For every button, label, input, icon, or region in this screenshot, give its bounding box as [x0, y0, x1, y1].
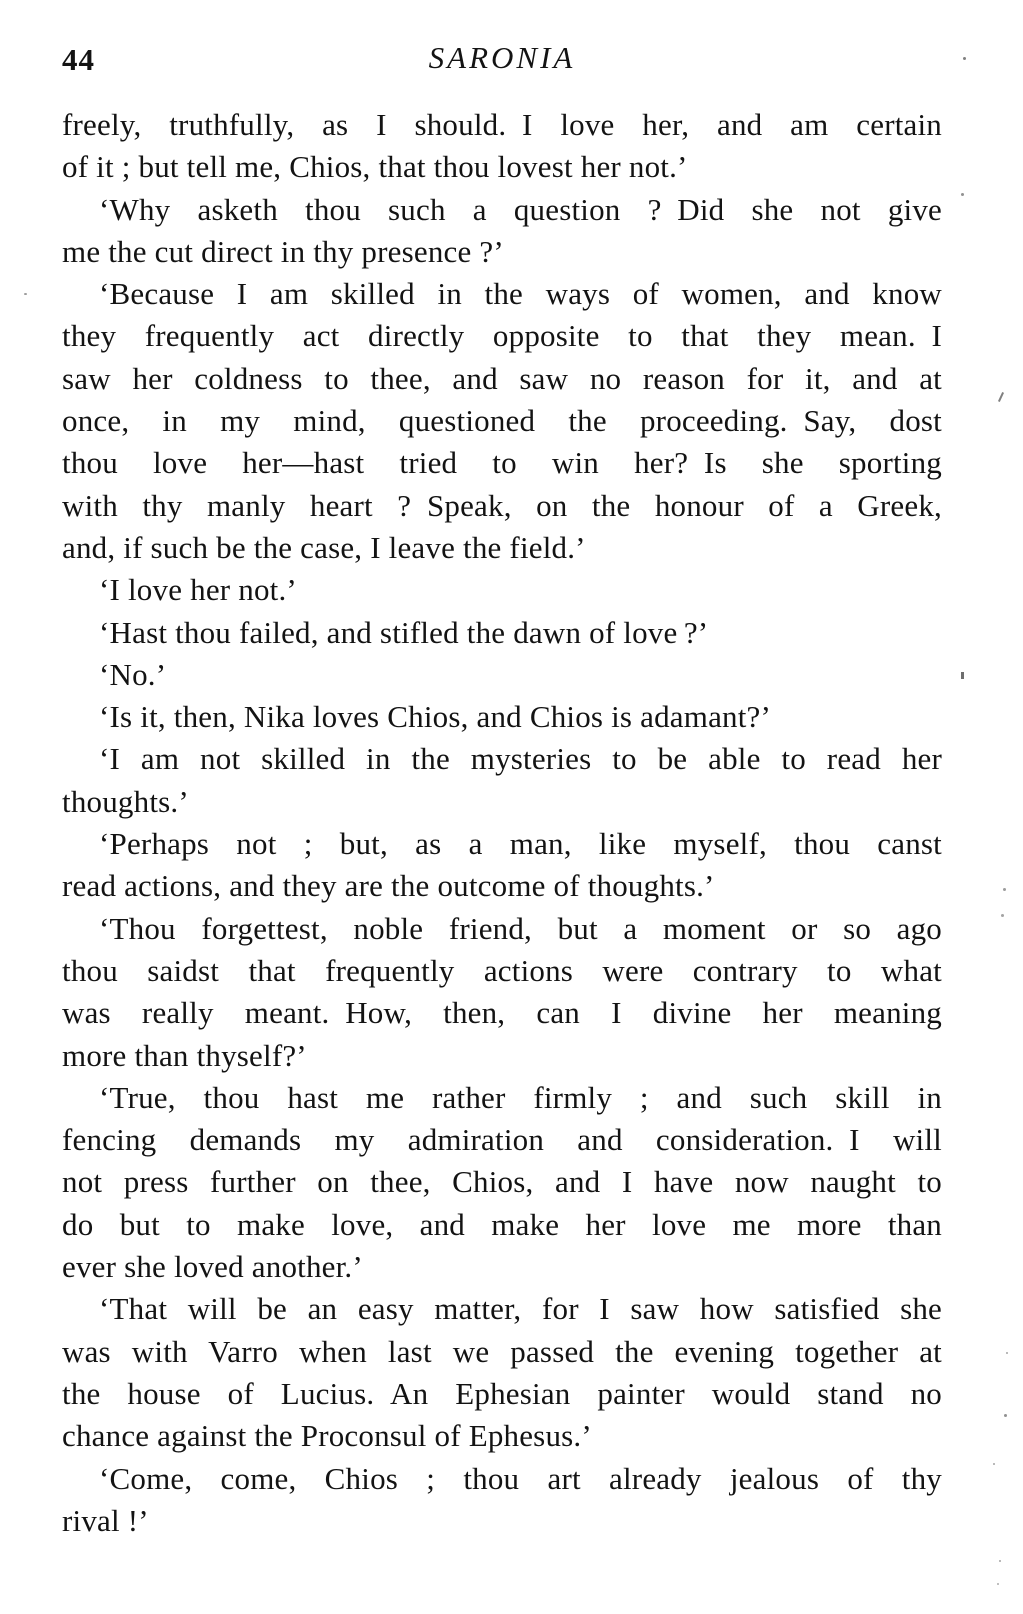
page-number: 44 [62, 42, 95, 77]
text-line: ‘No.’ [99, 656, 167, 692]
text-line: not press further on thee, Chios, and I have now naught to [62, 1164, 942, 1200]
text-line: ever she loved another.’ [62, 1249, 363, 1285]
text-line: ‘Come, come, Chios ; thou art already jealous of thy [99, 1460, 942, 1496]
text-line: rival !’ [62, 1502, 149, 1538]
text-line: thou love her—hast tried to win her? Is she sporting [62, 445, 942, 481]
scan-speckle [961, 672, 964, 679]
scan-speckle [961, 193, 964, 196]
text-line: freely, truthfully, as I should. I love her, and am certain [62, 107, 942, 142]
scan-speckle [998, 392, 1004, 402]
text-line: ‘I am not skilled in the mysteries to be able to read her [99, 741, 942, 777]
text-line: once, in my mind, questioned the proceeding. Say, dost [62, 403, 942, 439]
scan-speckle [24, 293, 27, 295]
text-line: of it ; but tell me, Chios, that thou lovest her not.’ [62, 149, 688, 185]
text-line: saw her coldness to thee, and saw no reason for it, and at [62, 360, 942, 396]
scan-speckle [1006, 1352, 1008, 1354]
text-line: read actions, and they are the outcome of thoughts.’ [62, 868, 715, 904]
scan-speckle [997, 1583, 999, 1585]
text-line: with thy manly heart ? Speak, on the honour of a Greek, [62, 487, 942, 523]
text-line: and, if such be the case, I leave the field.’ [62, 529, 586, 565]
text-line: ‘Because I am skilled in the ways of women, and know [99, 276, 942, 312]
text-line: ‘True, thou hast me rather firmly ; and such skill in [99, 1079, 942, 1115]
text-line: was with Varro when last we passed the evening together at [62, 1333, 942, 1369]
text-line: fencing demands my admiration and consideration. I will [62, 1122, 942, 1158]
text-line: was really meant. How, then, can I divine her meaning [62, 995, 942, 1031]
text-line: ‘I love her not.’ [99, 572, 297, 608]
text-line: thoughts.’ [62, 783, 189, 819]
text-line: me the cut direct in thy presence ?’ [62, 233, 504, 269]
scan-speckle [1001, 914, 1004, 917]
running-title: SARONIA [428, 40, 576, 75]
text-line: chance against the Proconsul of Ephesus.’ [62, 1418, 592, 1454]
text-line: ‘Thou forgettest, noble friend, but a moment or so ago [99, 910, 942, 946]
scan-speckle [999, 1560, 1001, 1562]
text-line: do but to make love, and make her love me more than [62, 1206, 942, 1242]
text-line: ‘Is it, then, Nika loves Chios, and Chios is adamant?’ [99, 699, 772, 735]
scan-speckle [963, 57, 966, 60]
text-block [62, 104, 942, 1542]
text-line: ‘Why asketh thou such a question ? Did she not give [99, 191, 942, 227]
text-line: thou saidst that frequently actions were contrary to what [62, 952, 942, 988]
scan-speckle [1003, 888, 1006, 891]
text-line: more than thyself?’ [62, 1037, 307, 1073]
text-line: they frequently act directly opposite to that they mean. I [62, 318, 942, 354]
scan-speckle [1004, 1414, 1007, 1417]
scan-speckle [993, 1463, 995, 1465]
text-line: ‘Perhaps not ; but, as a man, like myself, thou canst [99, 826, 942, 862]
text-line: the house of Lucius. An Ephesian painter would stand no [62, 1375, 942, 1411]
text-line: ‘That will be an easy matter, for I saw how satisfied she [99, 1291, 942, 1327]
text-line: ‘Hast thou failed, and stifled the dawn of love ?’ [99, 614, 709, 650]
